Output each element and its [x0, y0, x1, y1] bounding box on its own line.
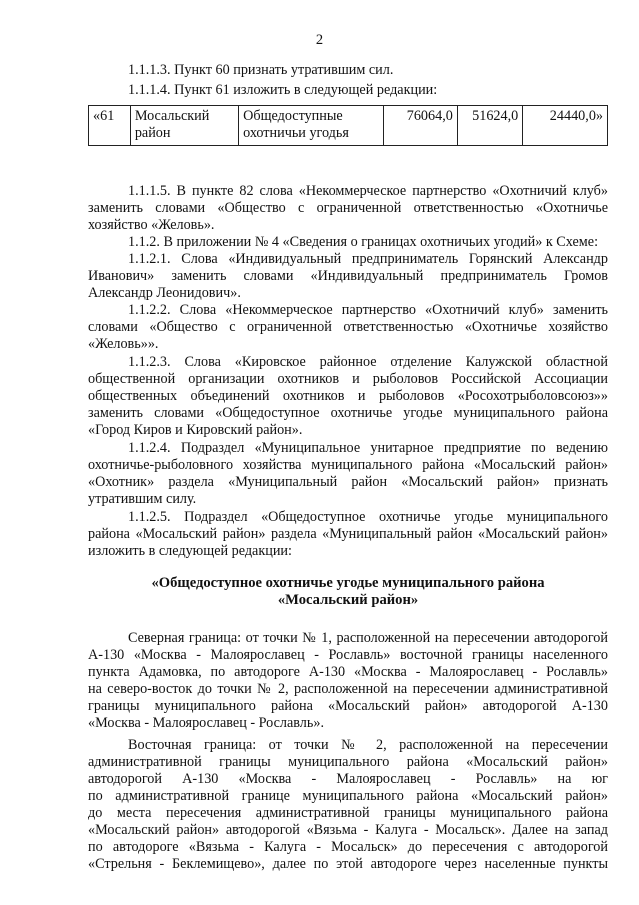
paragraph-1-1-1-3: 1.1.1.3. Пункт 60 признать утратившим сил. — [128, 62, 394, 78]
text-line: 1.1.2.1. Слова «Индивидуальный предприниматель Горянский Александр — [128, 251, 608, 267]
text-line: по административной границе муниципального района «Мосальский район» — [88, 788, 608, 804]
section-heading — [88, 575, 608, 609]
section-heading-line-1: «Общедоступное охотничье угодье муниципального района — [151, 575, 545, 591]
paragraph-1-1-1-4: 1.1.1.4. Пункт 61 изложить в следующей редакции: — [128, 82, 438, 98]
amendment-table — [88, 105, 608, 146]
table-cell-total-area: 76064,0 — [383, 106, 457, 146]
text-line: Александр Леонидович». — [88, 285, 241, 301]
table-row — [89, 106, 608, 146]
text-line: общественных объединений охотников и рыболовов «Росохотрыболовсоюз»» — [88, 388, 608, 404]
text-line: 1.1.2.3. Слова «Кировское районное отделение Калужской областной — [128, 354, 608, 370]
text-line: Восточная граница: от точки № 2, расположенной на пересечении — [128, 737, 608, 753]
section-heading-line-2: «Мосальский район» — [277, 592, 419, 608]
text-line: пункта Адамовка, по автодороге А-130 «Москва - Малоярославец - Рославль» — [88, 664, 608, 680]
text-line: «Москва - Малоярославец - Рославль». — [88, 715, 324, 731]
text-line: Иванович» заменить словами «Индивидуальный предприниматель Громов — [88, 268, 608, 284]
text-line: 1.1.2. В приложении № 4 «Сведения о границах охотничьих угодий» к Схеме: — [128, 234, 599, 250]
text-line: заменить словами «Общедоступное охотничье угодье муниципального района — [88, 405, 608, 421]
text-line: утратившим силу. — [88, 491, 197, 507]
text-line: «Желовь»». — [88, 336, 159, 352]
table-cell-district: Мосальский район — [130, 106, 238, 146]
text-line: на северо-восток до точки № 2, расположенной на пересечении административной — [88, 681, 608, 697]
text-line: по автодороге «Вязьма - Калуга - Мосальск» до пересечения с автодорогой — [88, 839, 608, 855]
text-line: автодорогой А-130 «Москва - Малоярославец - Рославль» на юг — [88, 771, 608, 787]
page-number: 2 — [315, 32, 324, 48]
table-cell-land-type: Общедоступные охотничьи угодья — [239, 106, 384, 146]
text-line: до места пересечения административной границы муниципального района — [88, 805, 608, 821]
text-line: 1.1.2.2. Слова «Некоммерческое партнерство «Охотничий клуб» заменить — [128, 302, 608, 318]
text-line: хозяйство «Желовь». — [88, 217, 215, 233]
text-line: «Охотник» раздела «Муниципальный район «Мосальский район» признать — [88, 474, 608, 490]
text-line: 1.1.2.4. Подраздел «Муниципальное унитарное предприятие по ведению — [128, 440, 608, 456]
text-line: словами «Общество с ограниченной ответственностью «Охотничье хозяйство — [88, 319, 608, 335]
text-line: Северная граница: от точки № 1, расположенной на пересечении автодорогой — [128, 630, 608, 646]
table-cell-number: «61 — [89, 106, 131, 146]
text-line: административной границы муниципального района «Мосальский район» — [88, 754, 608, 770]
text-line: общественной организации охотников и рыболовов Российской Ассоциации — [88, 371, 608, 387]
text-line: изложить в следующей редакции: — [88, 543, 292, 559]
table-cell-area-3: 24440,0» — [523, 106, 608, 146]
text-line: «Город Киров и Кировский район». — [88, 422, 303, 438]
text-line: заменить словами «Общество с ограниченной ответственностью «Охотничье — [88, 200, 608, 216]
text-line: «Стрельня - Беклемищево», далее по этой автодороге через населенные пункты — [88, 856, 608, 872]
text-line: 1.1.1.5. В пункте 82 слова «Некоммерческое партнерство «Охотничий клуб» — [128, 183, 608, 199]
table-cell-area-2: 51624,0 — [457, 106, 522, 146]
text-line: района «Мосальский район» раздела «Муниципальный район «Мосальский район» — [88, 526, 608, 542]
text-line: «Мосальский район» автодорогой «Вязьма - Калуга - Мосальск». Далее на запад — [88, 822, 608, 838]
text-line: охотничье-рыболовного хозяйства муниципального района «Мосальский район» — [88, 457, 608, 473]
text-line: А-130 «Москва - Малоярославец - Рославль» восточной границы населенного — [88, 647, 608, 663]
text-line: границы муниципального района «Мосальский район» автодорогой А-130 — [88, 698, 608, 714]
text-line: 1.1.2.5. Подраздел «Общедоступное охотничье угодье муниципального — [128, 509, 608, 525]
